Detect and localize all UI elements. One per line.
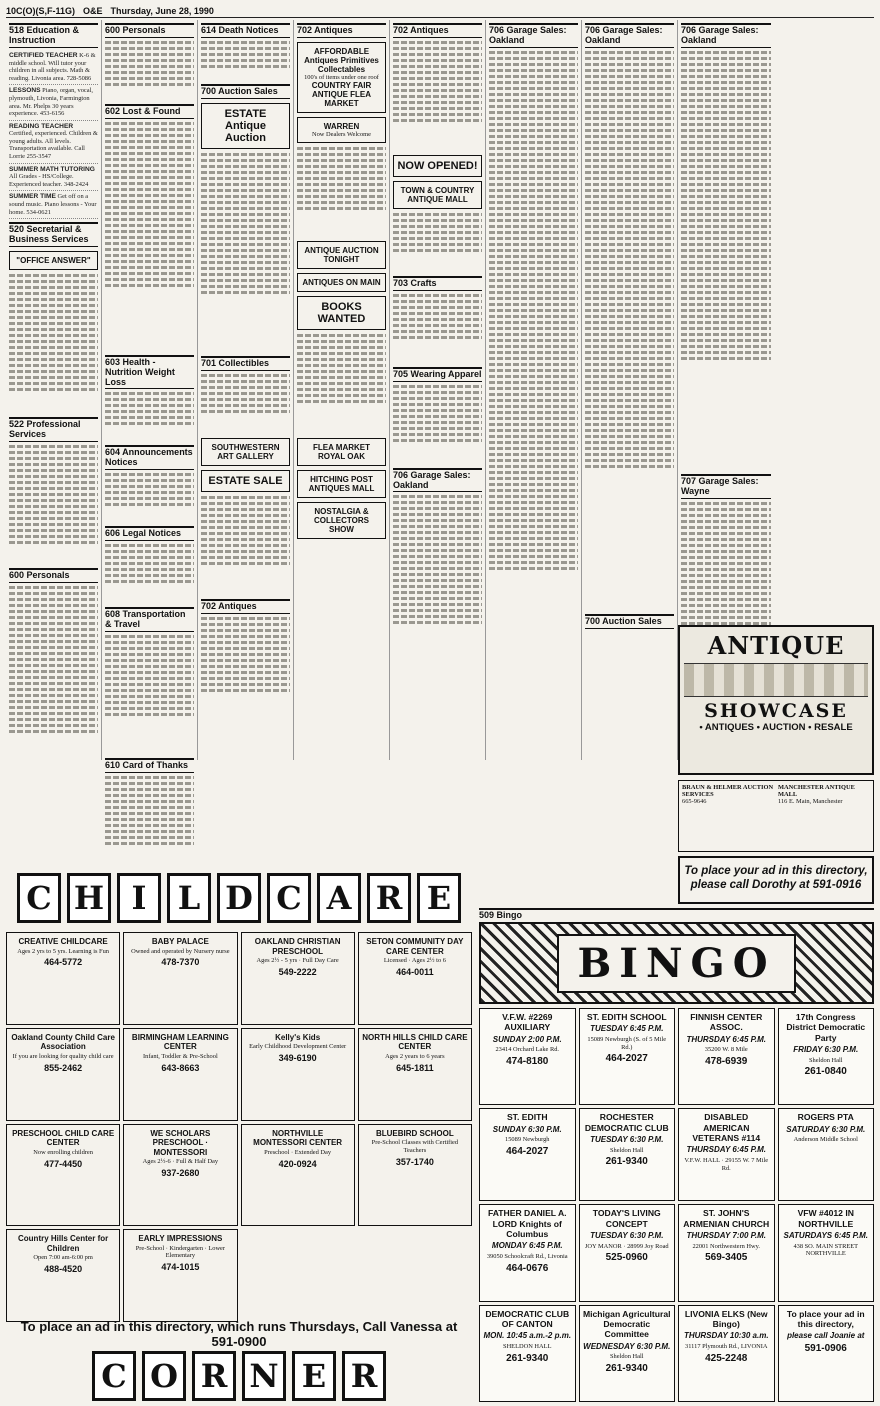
bingo-location: 31117 Plymouth Rd., LIVONIA <box>685 1342 768 1350</box>
bingo-location: Sheldon Hall <box>609 1146 644 1154</box>
antique-showcase-ad <box>678 625 874 775</box>
listing-phone: 478-7370 <box>161 957 200 968</box>
bingo-phone: 261-9340 <box>605 1156 648 1168</box>
ad-text-block <box>393 213 482 273</box>
listing-name: CREATIVE CHILDCARE <box>18 937 108 946</box>
listing-details: Pre-School Classes with Certified Teachers <box>371 1139 459 1154</box>
section-heading: 608 Transportation & Travel <box>105 607 194 632</box>
listing-phone: 349-6190 <box>278 1053 317 1064</box>
bingo-location: 438 SO. MAIN STREET NORTHVILLE <box>793 1242 859 1258</box>
listing-name: PRESCHOOL CHILD CARE CENTER <box>12 1128 115 1148</box>
corner-letter-tile: E <box>292 1351 336 1401</box>
corner-letter-tile: C <box>92 1351 136 1401</box>
ad-text-block <box>9 586 98 786</box>
bingo-banner <box>479 922 874 1004</box>
bingo-schedule: TUESDAY 6:30 P.M. <box>590 1134 664 1144</box>
bingo-host: 17th Congress District Democratic Party <box>786 1012 866 1043</box>
bingo-listing <box>479 1008 576 1105</box>
listing-name: BIRMINGHAM LEARNING CENTER <box>131 1032 229 1052</box>
listing-details: Ages 2½-6 · Full & Half Day <box>142 1158 219 1166</box>
listing-details: Early Childhood Development Center <box>249 1043 347 1051</box>
bingo-listing <box>579 1008 676 1105</box>
hitching-post-ad: HITCHING POST ANTIQUES MALL <box>297 470 386 498</box>
listing-name: OAKLAND CHRISTIAN PRESCHOOL <box>254 937 341 956</box>
bingo-host: ROCHESTER DEMOCRATIC CLUB <box>584 1112 669 1133</box>
bingo-listing <box>579 1108 676 1201</box>
bingo-phone: 261-9340 <box>506 1352 549 1364</box>
classified-ad: LESSONS Piano, organ, vocal, plymouth, Livonia, Farmington area. Mr. Phelps 30 years experience. 453-6156 <box>9 85 98 120</box>
listing-phone: 645-1811 <box>396 1062 434 1073</box>
bingo-schedule: THURSDAY 6:45 P.M. <box>686 1034 767 1044</box>
classified-ad: CERTIFIED TEACHER K-6 & middle school. Will tutor your children in all subjects. Math & reading. Livonia area. 728-5086 <box>9 50 98 85</box>
bingo-schedule: THURSDAY 10:30 a.m. <box>683 1331 769 1341</box>
listing-details: Ages 2½ - 5 yrs · Full Day Care <box>256 957 339 965</box>
listing-details: Ages 2 years to 6 years <box>385 1053 445 1061</box>
bingo-schedule: FRIDAY 6:30 P.M. <box>793 1044 859 1054</box>
classified-ad: SUMMER MATH TUTORING All Grades - HS/College. Experienced teacher. 348-2424 <box>9 164 98 192</box>
listing-details: Pre-School · Kindergarten · Lower Elementary <box>135 1244 226 1260</box>
town-country-ad: TOWN & COUNTRY ANTIQUE MALL <box>393 181 482 209</box>
listing-name: NORTHVILLE MONTESSORI CENTER <box>253 1128 343 1148</box>
bingo-listing <box>778 1108 875 1201</box>
books-wanted-ad: BOOKS WANTED <box>297 296 386 330</box>
childcare-letter-tile: L <box>167 873 211 923</box>
directory-contact-notice: To place your ad in this directory, please call Dorothy at 591-0916 <box>678 856 874 904</box>
bingo-phone: 591-0906 <box>804 1342 847 1354</box>
bingo-listing <box>778 1008 875 1105</box>
bingo-host: To place your ad in this directory, <box>786 1308 865 1329</box>
bingo-phone: 525-0960 <box>605 1252 648 1264</box>
section-heading: 700 Auction Sales <box>201 84 290 99</box>
bingo-schedule: THURSDAY 7:00 P.M. <box>686 1230 767 1240</box>
section-heading: 706 Garage Sales: Oakland <box>585 23 674 48</box>
listing-phone: 420-0924 <box>278 1158 317 1169</box>
bingo-host: VFW #4012 IN NORTHVILLE <box>797 1208 854 1229</box>
manchester-block: MANCHESTER ANTIQUE MALL 116 E. Main, Manchester <box>778 784 855 805</box>
bingo-location: V.F.W. HALL · 29155 W. 7 Mile Rd. <box>684 1156 769 1172</box>
estate-auction-ad: ESTATE Antique Auction <box>201 103 290 149</box>
childcare-listing <box>6 1229 120 1322</box>
bingo-listing <box>678 1108 775 1201</box>
ad-text-block <box>201 496 290 596</box>
childcare-letter-tile: R <box>367 873 411 923</box>
bingo-phone: 464-2027 <box>506 1145 549 1157</box>
ad-text-block <box>201 153 290 353</box>
bingo-location: 23414 Orchard Lake Rd. <box>495 1046 560 1054</box>
bingo-listing <box>579 1204 676 1301</box>
listing-phone: 477-4450 <box>44 1158 83 1169</box>
ad-text-block <box>393 385 482 465</box>
bingo-phone: 425-2248 <box>705 1352 748 1364</box>
childcare-listing <box>123 1028 237 1121</box>
childcare-listing <box>123 1229 237 1322</box>
bingo-listing <box>579 1305 676 1402</box>
bingo-host: DEMOCRATIC CLUB OF CANTON <box>485 1308 570 1329</box>
section-heading: 603 Health - Nutrition Weight Loss <box>105 355 194 390</box>
listing-name: BLUEBIRD SCHOOL <box>375 1128 454 1138</box>
bingo-listing <box>778 1305 875 1402</box>
listing-name: BABY PALACE <box>151 937 209 946</box>
bingo-phone: 569-3405 <box>705 1252 748 1264</box>
listing-phone: 549-2222 <box>278 966 317 977</box>
braun-helmer-block: BRAUN & HELMER AUCTION SERVICES 665-9646 <box>682 784 774 805</box>
section-heading: 702 Antiques <box>393 23 482 38</box>
childcare-listing <box>241 1124 355 1226</box>
bingo-host: ST. EDITH <box>506 1112 548 1123</box>
publication-name: O&E <box>83 5 103 16</box>
bingo-host: V.F.W. #2269 AUXILIARY <box>502 1012 553 1033</box>
section-heading: 703 Crafts <box>393 276 482 291</box>
section-heading: 600 Personals <box>105 23 194 38</box>
section-heading: 707 Garage Sales: Wayne <box>681 474 771 499</box>
ad-text-block <box>201 374 290 434</box>
section-heading: 606 Legal Notices <box>105 526 194 541</box>
bingo-host: TODAY'S LIVING CONCEPT <box>592 1208 661 1229</box>
childcare-listing <box>6 932 120 1025</box>
bingo-host: ST. EDITH SCHOOL <box>586 1012 667 1022</box>
listing-details: If you are looking for quality child care <box>12 1053 114 1061</box>
page-code: 10C(O)(S,F-11G) <box>6 5 76 16</box>
antiques-on-main-ad: ANTIQUES ON MAIN <box>297 273 386 292</box>
section-heading: 522 Professional Services <box>9 417 98 442</box>
showcase-title: ANTIQUE <box>707 631 845 660</box>
corner-letter-tile: R <box>342 1351 386 1401</box>
bingo-schedule: SATURDAY 6:30 P.M. <box>786 1124 866 1134</box>
column-7 <box>582 20 678 760</box>
bingo-schedule: MONDAY 6:45 P.M. <box>491 1241 563 1251</box>
childcare-directory <box>6 932 472 1322</box>
childcare-listing <box>6 1028 120 1121</box>
bingo-listing <box>479 1204 576 1301</box>
bingo-listing <box>479 1108 576 1201</box>
column-6 <box>486 20 582 760</box>
listing-phone: 643-8663 <box>161 1062 200 1073</box>
bingo-phone: 474-8180 <box>506 1055 549 1067</box>
column-3 <box>198 20 294 760</box>
gallery-ad: SOUTHWESTERN ART GALLERY <box>201 438 290 466</box>
ad-text-block <box>105 392 194 442</box>
bingo-location: Sheldon Hall <box>808 1056 843 1064</box>
childcare-letter-tile: I <box>117 873 161 923</box>
bingo-directory <box>479 1008 874 1402</box>
section-heading: 600 Personals <box>9 568 98 583</box>
listing-phone: 855-2462 <box>44 1062 83 1073</box>
listing-phone: 464-5772 <box>44 957 83 968</box>
bingo-host: Michigan Agricultural Democratic Committee <box>582 1308 671 1340</box>
bingo-phone: 464-0676 <box>506 1262 549 1274</box>
antique-illustration <box>684 663 868 697</box>
corner-letter-tile: R <box>192 1351 236 1401</box>
section-heading: 706 Garage Sales: Oakland <box>393 468 482 493</box>
bingo-schedule: SATURDAYS 6:45 P.M. <box>783 1230 868 1240</box>
ad-text-block <box>585 51 674 611</box>
bingo-schedule: TUESDAY 6:30 P.M. <box>590 1230 664 1240</box>
auction-tonight-ad: ANTIQUE AUCTION TONIGHT <box>297 241 386 269</box>
bingo-location: 35200 W. 8 Mile <box>704 1046 748 1054</box>
corner-letter-tile: N <box>242 1351 286 1401</box>
classified-ad: SUMMER TIME Get off on a sound music. Piano lessons - Your home. 534-0621 <box>9 191 98 219</box>
nostalgia-show-ad: NOSTALGIA & COLLECTORS SHOW <box>297 502 386 539</box>
flea-market-ad: FLEA MARKET ROYAL OAK <box>297 438 386 466</box>
column-5 <box>390 20 486 760</box>
listing-details: Preschool · Extended Day <box>264 1148 332 1156</box>
childcare-listing <box>358 1124 472 1226</box>
ad-text-block <box>489 51 578 751</box>
section-heading: 702 Antiques <box>201 599 290 614</box>
bingo-schedule: THURSDAY 6:45 P.M. <box>686 1145 767 1155</box>
ad-text-block <box>105 41 194 101</box>
warren-ad: WARREN Now Dealers Welcome <box>297 117 386 143</box>
page-header <box>6 4 874 18</box>
classified-ad: READING TEACHER Certified, experienced. Children & young adults. All levels. Transportation available. Call Lorrie 255-3547 <box>9 121 98 164</box>
listing-phone: 464-0011 <box>396 966 434 977</box>
ad-text-block <box>105 122 194 352</box>
bingo-host: ST. JOHN'S ARMENIAN CHURCH <box>683 1208 770 1229</box>
listing-details: Open 7:00 am-6:00 pm <box>33 1254 93 1262</box>
bingo-schedule: TUESDAY 6:45 P.M. <box>590 1024 664 1034</box>
childcare-listing <box>241 932 355 1025</box>
ad-text-block <box>393 41 482 151</box>
bingo-listing <box>678 1305 775 1402</box>
affordable-antiques-ad: AFFORDABLE Antiques Primitives Collectables 100's of items under one roof COUNTRY FAIR ANTIQUE FLEA MARKET <box>297 42 386 113</box>
ad-text-block <box>9 274 98 414</box>
bingo-location: 22001 Northwestern Hwy. <box>692 1242 761 1250</box>
listing-name: Country Hills Center for Children <box>18 1234 109 1253</box>
bingo-location: 15089 Newburgh <box>505 1136 550 1144</box>
bingo-location: 39050 Schoolcraft Rd., Livonia <box>486 1252 568 1260</box>
childcare-listing <box>6 1124 120 1226</box>
listing-phone: 474-1015 <box>161 1262 200 1273</box>
bingo-schedule: WEDNESDAY 6:30 P.M. <box>583 1341 671 1351</box>
bingo-phone: 261-0840 <box>804 1066 847 1078</box>
listing-name: EARLY IMPRESSIONS <box>138 1234 223 1244</box>
listing-name: Oakland County Child Care Association <box>11 1032 115 1052</box>
bingo-host: ROGERS PTA <box>797 1112 854 1123</box>
bingo-host: DISABLED AMERICAN VETERANS #114 <box>692 1112 761 1143</box>
ad-text-block <box>105 473 194 523</box>
listing-details: Infant, Toddler & Pre-School <box>143 1053 218 1061</box>
childcare-listing <box>358 1028 472 1121</box>
section-heading: 604 Announcements Notices <box>105 445 194 470</box>
listing-name: SETON COMMUNITY DAY CARE CENTER <box>366 937 464 956</box>
office-answer-ad: "OFFICE ANSWER" <box>9 251 98 270</box>
bingo-schedule: SUNDAY 6:30 P.M. <box>492 1124 562 1134</box>
bingo-phone: 478-6939 <box>705 1055 748 1067</box>
ad-text-block <box>681 51 771 471</box>
listing-phone: 937-2680 <box>161 1168 200 1179</box>
childcare-listing <box>123 1124 237 1226</box>
ad-text-block <box>105 635 194 755</box>
ad-text-block <box>393 495 482 675</box>
childcare-letter-tile: C <box>267 873 311 923</box>
bingo-banner-text: BINGO <box>557 934 795 993</box>
bingo-host: FINNISH CENTER ASSOC. <box>690 1012 763 1033</box>
section-heading: 706 Garage Sales: Oakland <box>681 23 771 48</box>
section-heading: 700 Auction Sales <box>585 614 674 629</box>
publication-date: Thursday, June 28, 1990 <box>110 5 214 16</box>
column-2 <box>102 20 198 770</box>
section-heading: 706 Garage Sales: Oakland <box>489 23 578 48</box>
estate-sale-ad: ESTATE SALE <box>201 470 290 492</box>
section-heading: 520 Secretarial & Business Services <box>9 222 98 247</box>
childcare-letter-tile: H <box>67 873 111 923</box>
ad-text-block <box>105 544 194 604</box>
bingo-phone: 464-2027 <box>605 1053 648 1065</box>
listing-name: Kelly's Kids <box>275 1032 321 1042</box>
childcare-listing <box>241 1028 355 1121</box>
bingo-schedule: SUNDAY 2:00 P.M. <box>492 1034 562 1044</box>
section-heading: 701 Collectibles <box>201 356 290 371</box>
bingo-schedule: please call Joanie at <box>787 1331 865 1341</box>
childcare-letter-tile: D <box>217 873 261 923</box>
bingo-location: SHELDON HALL <box>503 1342 552 1350</box>
ad-text-block <box>201 41 290 81</box>
ad-text-block <box>201 617 290 727</box>
listing-details: Owned and operated by Nursery nurse <box>131 947 230 955</box>
column-4 <box>294 20 390 760</box>
section-heading: 610 Card of Thanks <box>105 758 194 773</box>
listing-phone: 357-1740 <box>395 1156 434 1167</box>
bingo-section-heading: 509 Bingo <box>479 908 874 920</box>
listing-name: WE SCHOLARS PRESCHOOL · MONTESSORI <box>150 1128 211 1157</box>
bingo-listing <box>678 1008 775 1105</box>
showcase-tagline: • ANTIQUES • AUCTION • RESALE <box>699 722 853 733</box>
bingo-schedule: MON. 10:45 a.m.-2 p.m. <box>483 1331 572 1341</box>
section-heading: 705 Wearing Apparel <box>393 367 482 382</box>
bingo-location: 15089 Newburgh (S. of 5 Mile Rd.) <box>587 1035 667 1051</box>
childcare-place-ad: To place an ad in this directory, which runs Thursdays, Call Vanessa at 591-0900 <box>20 1319 458 1349</box>
listing-details: Ages 2 yrs to 5 yrs. Learning is Fun <box>17 947 110 955</box>
corner-letter-tile: O <box>142 1351 186 1401</box>
childcare-listing <box>123 932 237 1025</box>
childcare-letter-tile: E <box>417 873 461 923</box>
auction-services-ad <box>678 780 874 852</box>
section-heading: 518 Education & Instruction <box>9 23 98 48</box>
ad-text-block <box>393 294 482 364</box>
section-heading: 614 Death Notices <box>201 23 290 38</box>
childcare-letter-tile: A <box>317 873 361 923</box>
bingo-listing <box>778 1204 875 1301</box>
bingo-location: Sheldon Hall <box>609 1353 644 1361</box>
bingo-host: LIVONIA ELKS (New Bingo) <box>684 1308 768 1329</box>
bingo-location: Anderson Middle School <box>793 1136 858 1144</box>
childcare-banner <box>6 868 472 928</box>
ad-text-block <box>9 445 98 565</box>
section-heading: 602 Lost & Found <box>105 104 194 119</box>
listing-phone: 488-4520 <box>44 1264 83 1275</box>
childcare-listing <box>358 932 472 1025</box>
listing-details: Licensed · Ages 2½ to 6 <box>383 957 446 965</box>
bingo-location: JOY MANOR · 28999 Joy Road <box>584 1242 669 1250</box>
listing-name: NORTH HILLS CHILD CARE CENTER <box>362 1032 468 1052</box>
childcare-letter-tile: C <box>17 873 61 923</box>
now-opened-ad: NOW OPENED! <box>393 155 482 177</box>
corner-banner <box>6 1352 472 1400</box>
bingo-phone: 261-9340 <box>605 1362 648 1374</box>
column-1 <box>6 20 102 760</box>
section-heading: 702 Antiques <box>297 23 386 38</box>
ad-text-block <box>297 334 386 434</box>
bingo-listing <box>479 1305 576 1402</box>
bingo-host: FATHER DANIEL A. LORD Knights of Columbus <box>487 1208 567 1239</box>
listing-details: Now enrolling children <box>33 1148 93 1156</box>
showcase-subtitle: SHOWCASE <box>704 700 848 722</box>
bingo-listing <box>678 1204 775 1301</box>
ad-text-block <box>297 147 386 237</box>
